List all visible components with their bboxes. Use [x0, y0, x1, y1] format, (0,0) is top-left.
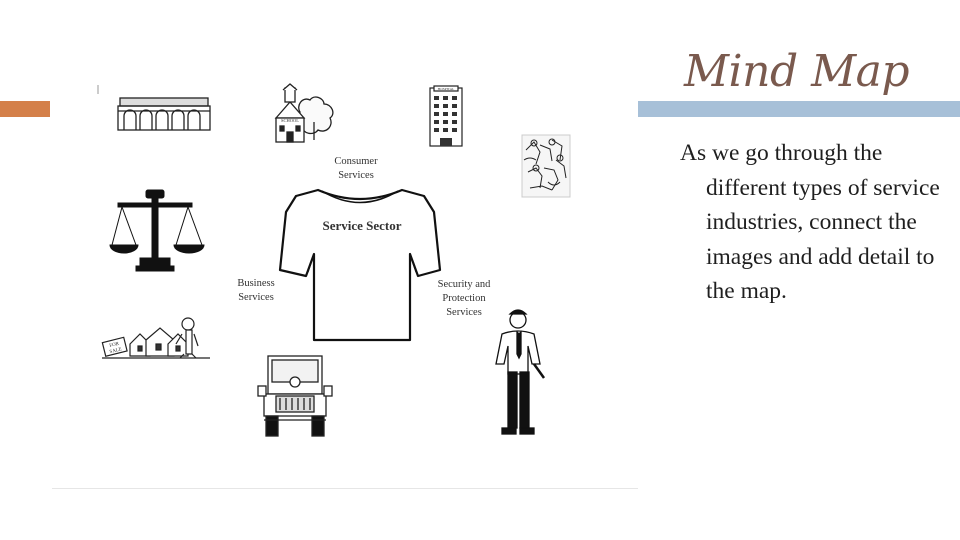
for-sale-sign-line-1: FOR: [109, 341, 120, 349]
security-guard-icon: [496, 310, 544, 434]
scales-of-justice-icon: [110, 190, 204, 271]
for-sale-sign-line-2: SALE: [109, 347, 123, 356]
bank-building-icon: [118, 98, 210, 130]
slide-title: Mind Map: [684, 46, 910, 97]
service-sector-tshirt: [280, 190, 440, 340]
school-sign-label: SCHOOL: [280, 118, 300, 123]
business-label-line-2: Services: [238, 292, 274, 303]
security-label-line-2: Protection: [442, 293, 486, 304]
security-label-line-3: Services: [446, 307, 482, 318]
hospital-building-icon: [430, 86, 462, 146]
school-house-icon: [276, 84, 333, 142]
slide-body-text: As we go through the different types of service industries, connect the images and add detail to the map.: [680, 140, 940, 304]
center-label: Service Sector: [322, 218, 402, 233]
business-label-line-1: Business: [237, 278, 275, 289]
truck-icon: [258, 356, 332, 436]
consumer-label-line-2: Services: [338, 170, 374, 181]
security-label-line-1: Security and: [437, 279, 491, 290]
hospital-sign-label: HOSPITAL: [437, 87, 455, 91]
crowd-scene-icon: [522, 135, 570, 197]
for-sale-houses-icon: [102, 318, 210, 358]
consumer-label-line-1: Consumer: [334, 156, 378, 167]
